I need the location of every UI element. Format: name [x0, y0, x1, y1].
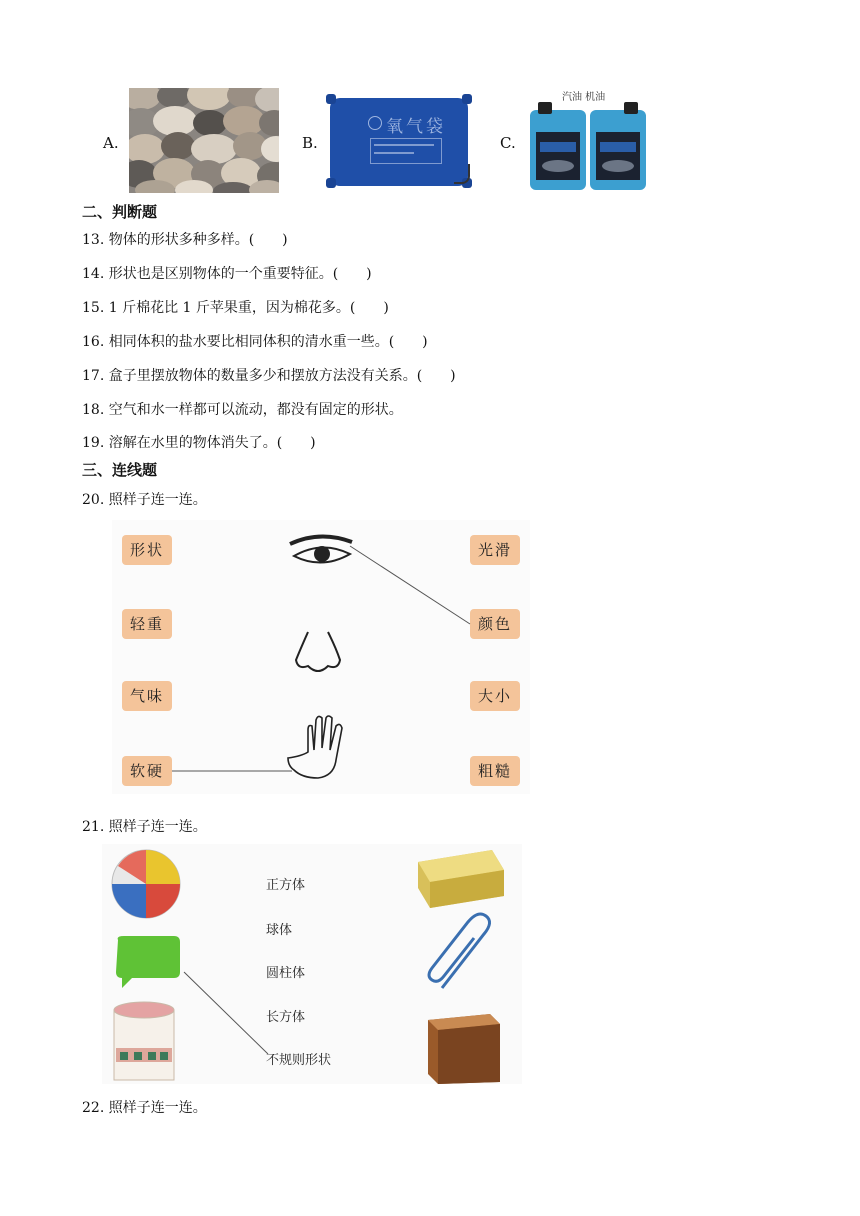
tag-left-hardness[interactable]: 软硬 [122, 756, 172, 786]
word-cuboid[interactable]: 长方体 [266, 1010, 306, 1025]
question-text: 相同体积的盐水要比相同体积的清水重一些。( ) [108, 334, 428, 350]
question-22 [82, 1097, 207, 1117]
question-14 [82, 263, 372, 283]
hand-icon [288, 716, 342, 778]
cylinder-icon [114, 1002, 174, 1080]
word-cube[interactable]: 正方体 [266, 878, 306, 893]
question-21 [82, 816, 207, 836]
stones-image [129, 88, 279, 193]
question-15 [82, 297, 389, 317]
oil-caption: 汽油 机油 [562, 92, 606, 103]
question-number: 20. [82, 492, 105, 508]
question-17 [82, 365, 456, 385]
beach-ball-icon [112, 850, 180, 918]
question-13 [82, 229, 288, 249]
shapes-drawing [102, 844, 522, 1084]
question-text: 形状也是区别物体的一个重要特征。( ) [108, 266, 372, 282]
match-panel-senses [112, 520, 530, 794]
green-irregular-shape-icon [116, 936, 180, 988]
question-number: 16. [82, 334, 105, 350]
word-sphere[interactable]: 球体 [266, 923, 293, 938]
question-number: 17. [82, 368, 105, 384]
motor-oil-image [528, 102, 648, 192]
section-3-title: 三、连线题 [82, 461, 158, 479]
question-number: 21. [82, 819, 105, 835]
tag-right-size[interactable]: 大小 [470, 681, 520, 711]
question-number: 22. [82, 1100, 105, 1116]
question-19 [82, 432, 316, 452]
question-18 [82, 399, 403, 419]
question-text: 盒子里摆放物体的数量多少和摆放方法没有关系。( ) [108, 368, 456, 384]
match-panel-shapes [102, 844, 522, 1084]
word-cylinder[interactable]: 圆柱体 [266, 966, 306, 981]
tag-right-smooth[interactable]: 光滑 [470, 535, 520, 565]
option-b-label: B. [302, 134, 318, 152]
tag-left-smell[interactable]: 气味 [122, 681, 172, 711]
question-number: 13. [82, 232, 105, 248]
question-text: 照样子连一连。 [108, 492, 207, 508]
example-line-irregular [184, 972, 268, 1054]
option-c-label: C. [500, 134, 516, 152]
word-irregular[interactable]: 不规则形状 [266, 1053, 332, 1068]
question-number: 15. [82, 300, 105, 316]
option-a-label: A. [103, 134, 119, 152]
section-2-title: 二、判断题 [82, 203, 158, 221]
question-text: 空气和水一样都可以流动，都没有固定的形状。 [108, 402, 403, 418]
question-number: 19. [82, 435, 105, 451]
tag-left-shape[interactable]: 形状 [122, 535, 172, 565]
bag-label-text: 氧气袋 [386, 117, 446, 137]
question-20 [82, 489, 207, 509]
tag-right-rough[interactable]: 粗糙 [470, 756, 520, 786]
example-line-eye-color [350, 546, 470, 624]
question-text: 1 斤棉花比 1 斤苹果重，因为棉花多。( ) [108, 300, 389, 316]
question-text: 溶解在水里的物体消失了。( ) [108, 435, 316, 451]
question-16 [82, 331, 428, 351]
oxygen-bag-image [326, 94, 474, 190]
senses-drawing [112, 520, 530, 794]
tag-right-color[interactable]: 颜色 [470, 609, 520, 639]
paper-clip-icon [429, 914, 490, 988]
question-text: 物体的形状多种多样。( ) [108, 232, 288, 248]
question-number: 18. [82, 402, 105, 418]
wooden-cube-icon [428, 1014, 500, 1084]
yellow-cuboid-icon [418, 850, 504, 908]
question-text: 照样子连一连。 [108, 1100, 207, 1116]
eye-icon [290, 536, 352, 562]
tag-left-weight[interactable]: 轻重 [122, 609, 172, 639]
question-number: 14. [82, 266, 105, 282]
nose-icon [296, 632, 340, 671]
question-text: 照样子连一连。 [108, 819, 207, 835]
